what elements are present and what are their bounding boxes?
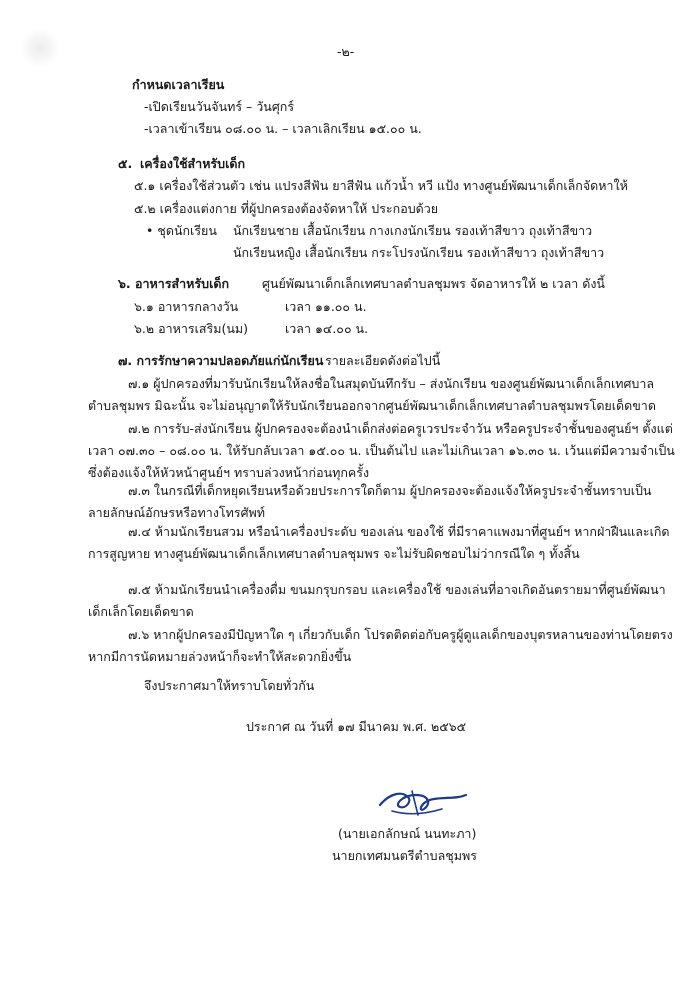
uniform-boys: นักเรียนชาย เสื้อนักเรียน กางเกงนักเรียน รองเท้าสีขาว ถุงเท้าสีขาว [233, 223, 593, 238]
rule-7-5-line2: เด็กเล็กโดยเด็ดขาด [88, 604, 194, 619]
section5-item2: ๕.๒ เครื่องแต่งกาย ที่ผู้ปกครองต้องจัดหาให้ ประกอบด้วย [134, 201, 439, 216]
section7-heading: ๗. การรักษาความปลอดภัยแก่นักเรียน [118, 353, 324, 368]
section5-item1: ๕.๑ เครื่องใช้ส่วนตัว เช่น แปรงสีฟัน ยาสีฟัน แก้วน้ำ หวี แป้ง ทางศูนย์พัฒนาเด็กเล็กจัดหาให้ [134, 178, 628, 193]
rule-7-1-line2: ตำบลชุมพร มิฉะนั้น จะไม่อนุญาตให้รับนักเรียนออกจากศูนย์พัฒนาเด็กเล็กเทศบาลตำบลชุมพรโดยเด็ดขาด [88, 398, 656, 413]
signature-image [372, 785, 472, 821]
snack-label: ๖.๒ อาหารเสริม(นม) [134, 321, 249, 336]
rule-7-2-line1: ๗.๒ การรับ-ส่งนักเรียน ผู้ปกครองจะต้องนำเด็กส่งต่อครูเวรประจำวัน หรือครูประจำชั้นของศูนย์ฯ ตั้งแต่ [128, 421, 673, 436]
uniform-girls: นักเรียนหญิง เสื้อนักเรียน กระโปรงนักเรียน รองเท้าสีขาว ถุงเท้าสีขาว [233, 245, 605, 260]
lunch-time: เวลา ๑๑.๐๐ น. [285, 299, 367, 314]
section5-heading: เครื่องใช้สำหรับเด็ก [140, 156, 246, 171]
rule-7-6-line2: หากมีการนัดหมายล่วงหน้าก็จะทำให้สะดวกยิ่งขึ้น [88, 649, 352, 664]
schedule-heading: กำหนดเวลาเรียน [132, 77, 225, 92]
rule-7-3-line2: ลายลักษณ์อักษรหรือทางโทรศัพท์ [88, 505, 266, 520]
rule-7-4-line2: การสูญหาย ทางศูนย์พัฒนาเด็กเล็กเทศบาลตำบลชุมพร จะไม่รับผิดชอบไม่ว่ากรณีใด ๆ ทั้งสิ้น [88, 546, 580, 561]
page-number: -๒- [337, 44, 355, 59]
lunch-label: ๖.๑ อาหารกลางวัน [134, 299, 239, 314]
signatory-name: (นายเอกลักษณ์ นนทะภา) [338, 826, 477, 841]
announcement-date: ประกาศ ณ วันที่ ๑๗ มีนาคม พ.ศ. ๒๕๖๕ [246, 719, 467, 734]
rule-7-6-line1: ๗.๖ หากผู้ปกครองมีปัญหาใด ๆ เกี่ยวกับเด็ก โปรดติดต่อกับครูผู้ดูแลเด็กของบุตรหลานของท่านโดยตรง [128, 627, 673, 642]
uniform-label: • ชุดนักเรียน [146, 223, 217, 238]
section6-intro: ศูนย์พัฒนาเด็กเล็กเทศบาลตำบลชุมพร จัดอาหารให้ ๒ เวลา ดังนี้ [262, 276, 605, 291]
section5-number: ๕. [118, 156, 133, 171]
section7-intro: รายละเอียดดังต่อไปนี้ [325, 353, 441, 368]
schedule-times: -เวลาเข้าเรียน ๐๘.๐๐ น. – เวลาเลิกเรียน ๑๕.๐๐ น. [144, 121, 422, 136]
section6-heading: ๖. อาหารสำหรับเด็ก [118, 276, 230, 291]
snack-time: เวลา ๑๔.๐๐ น. [285, 321, 369, 336]
rule-7-2-line2: เวลา ๐๗.๓๐ – ๐๘.๐๐ น. ให้รับกลับเวลา ๑๕.๐๐ น. เป็นต้นไป และไม่เกินเวลา ๑๖.๓๐ น. เว้นแต่มีความจำเป็น [88, 443, 675, 458]
rule-7-2-line3: ซึ่งต้องแจ้งให้หัวหน้าศูนย์ฯ ทราบล่วงหน้าก่อนทุกครั้ง [88, 465, 370, 480]
rule-7-5-line1: ๗.๕ ห้ามนักเรียนนำเครื่องดื่ม ขนมกรุบกรอบ และเครื่องใช้ ของเล่นที่อาจเกิดอันตรายมาที่ศูนย์พัฒนา [128, 582, 666, 597]
rule-7-3-line1: ๗.๓ ในกรณีที่เด็กหยุดเรียนหรือด้วยประการใดก็ตาม ผู้ปกครองจะต้องแจ้งให้ครูประจำชั้นทราบเป็น [128, 483, 652, 498]
schedule-days: -เปิดเรียนวันจันทร์ – วันศุกร์ [144, 99, 295, 114]
rule-7-4-line1: ๗.๔ ห้ามนักเรียนสวม หรือนำเครื่องประดับ ของเล่น ของใช้ ที่มีราคาแพงมาที่ศูนย์ฯ หากฝ่าฝืนและเกิด [128, 524, 670, 539]
closing-announcement: จึงประกาศมาให้ทราบโดยทั่วกัน [144, 678, 315, 693]
signatory-title: นายกเทศมนตรีตำบลชุมพร [332, 848, 477, 863]
rule-7-1-line1: ๗.๑ ผู้ปกครองที่มารับนักเรียนให้ลงชื่อในสมุดบันทึกรับ – ส่งนักเรียน ของศูนย์พัฒนาเด็กเล็กเทศบาล [128, 376, 655, 391]
scan-smudge [20, 28, 60, 68]
